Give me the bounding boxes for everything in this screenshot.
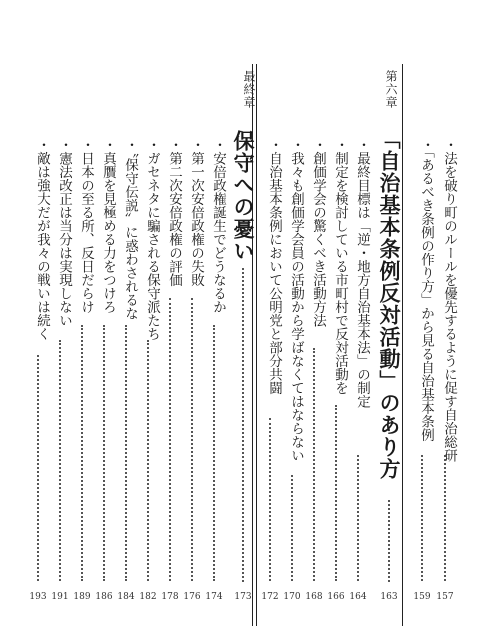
- toc-entry: [28, 0, 48, 633]
- page-number: 163: [380, 592, 398, 602]
- toc-entry: [94, 0, 114, 633]
- leader-dots: [191, 298, 193, 581]
- leader-dots: [313, 348, 315, 581]
- toc-entry-text: ・真贋を見極める力をつけろ: [100, 138, 116, 314]
- leader-dots: [291, 475, 293, 581]
- toc-entry-text: ・敵は強大だが我々の戦いは続く: [34, 138, 50, 341]
- page-number: 173: [234, 592, 252, 602]
- chapter-title: [228, 0, 258, 633]
- toc-entry: [282, 0, 302, 633]
- page-number: 193: [29, 592, 47, 602]
- leader-dots: [213, 325, 215, 581]
- leader-dots: [59, 340, 61, 581]
- leader-dots: [125, 325, 127, 581]
- toc-entry: [182, 0, 202, 633]
- page-number: 174: [205, 592, 223, 602]
- page-number: 189: [73, 592, 91, 602]
- toc-entry-text: ・日本の至る所、反日だらけ: [78, 138, 94, 314]
- chapter-title: [374, 0, 404, 633]
- page-number: 157: [436, 592, 454, 602]
- chapter-label-text: 第六章: [384, 70, 398, 109]
- leader-dots: [147, 340, 149, 581]
- page-number: 170: [283, 592, 301, 602]
- chapter-title-text: 保守への憂い: [231, 130, 256, 262]
- leader-dots: [242, 268, 244, 582]
- page-number: 166: [327, 592, 345, 602]
- toc-entry: [326, 0, 346, 633]
- toc-entry: [138, 0, 158, 633]
- page-number: 168: [305, 592, 323, 602]
- leader-dots: [269, 418, 271, 581]
- leader-dots: [388, 500, 390, 582]
- toc-entry-text: ・〝保守伝説〟に惑わされるな: [122, 138, 138, 321]
- leader-dots: [421, 455, 423, 581]
- leader-dots: [357, 455, 359, 581]
- leader-dots: [81, 325, 83, 581]
- page-number: 184: [117, 592, 135, 602]
- toc-entry-text: ・我々も創価学会員の活動から学ばなくてはならない: [288, 138, 304, 462]
- toc-entry: [348, 0, 368, 633]
- toc-entry-text: ・自治基本条例において公明党と部分共闘: [266, 138, 282, 395]
- leader-dots: [169, 298, 171, 581]
- toc-entry-text: ・安倍政権誕生でどうなるか: [210, 138, 226, 314]
- toc-entry-text: ・第二次安倍政権の評価: [166, 138, 182, 287]
- toc-entry-text: ・ガセネタに騙される保守派たち: [144, 138, 160, 341]
- toc-entry-text: ・最終目標は「逆・地方自治基本法」の制定: [354, 138, 370, 408]
- leader-dots: [37, 355, 39, 581]
- leader-dots: [335, 405, 337, 581]
- toc-entry: [435, 0, 455, 633]
- leader-dots: [103, 325, 105, 581]
- chapter-label-text: 最終章: [242, 70, 256, 109]
- toc-entry-text: ・制定を検討している市町村で反対活動を: [332, 138, 348, 395]
- toc-entry: [260, 0, 280, 633]
- page-number: 164: [349, 592, 367, 602]
- page-number: 159: [413, 592, 431, 602]
- page-number: 191: [51, 592, 69, 602]
- toc-entry: [304, 0, 324, 633]
- toc-entry-text: ・創価学会の驚くべき活動方法: [310, 138, 326, 327]
- page-number: 176: [183, 592, 201, 602]
- toc-entry: [412, 0, 432, 633]
- toc-entry-text: ・法を破り町のルールを優先するように促す自治総研: [441, 138, 457, 462]
- leader-dots: [444, 455, 446, 581]
- toc-entry-text: ・「あるべき条例の作り方」から見る自治基本条例: [418, 138, 434, 442]
- page-number: 172: [261, 592, 279, 602]
- toc-entry: [204, 0, 224, 633]
- toc-entry-text: ・第一次安倍政権の失敗: [188, 138, 204, 287]
- toc-entry: [50, 0, 70, 633]
- toc-entry-text: ・憲法改正は当分は実現しない: [56, 138, 72, 327]
- page-number: 178: [161, 592, 179, 602]
- toc-entry: [116, 0, 136, 633]
- page-number: 182: [139, 592, 157, 602]
- toc-entry: [160, 0, 180, 633]
- page-number: 186: [95, 592, 113, 602]
- chapter-title-text: 「自治基本条例反対活動」のあり方: [377, 128, 402, 480]
- toc-entry: [72, 0, 92, 633]
